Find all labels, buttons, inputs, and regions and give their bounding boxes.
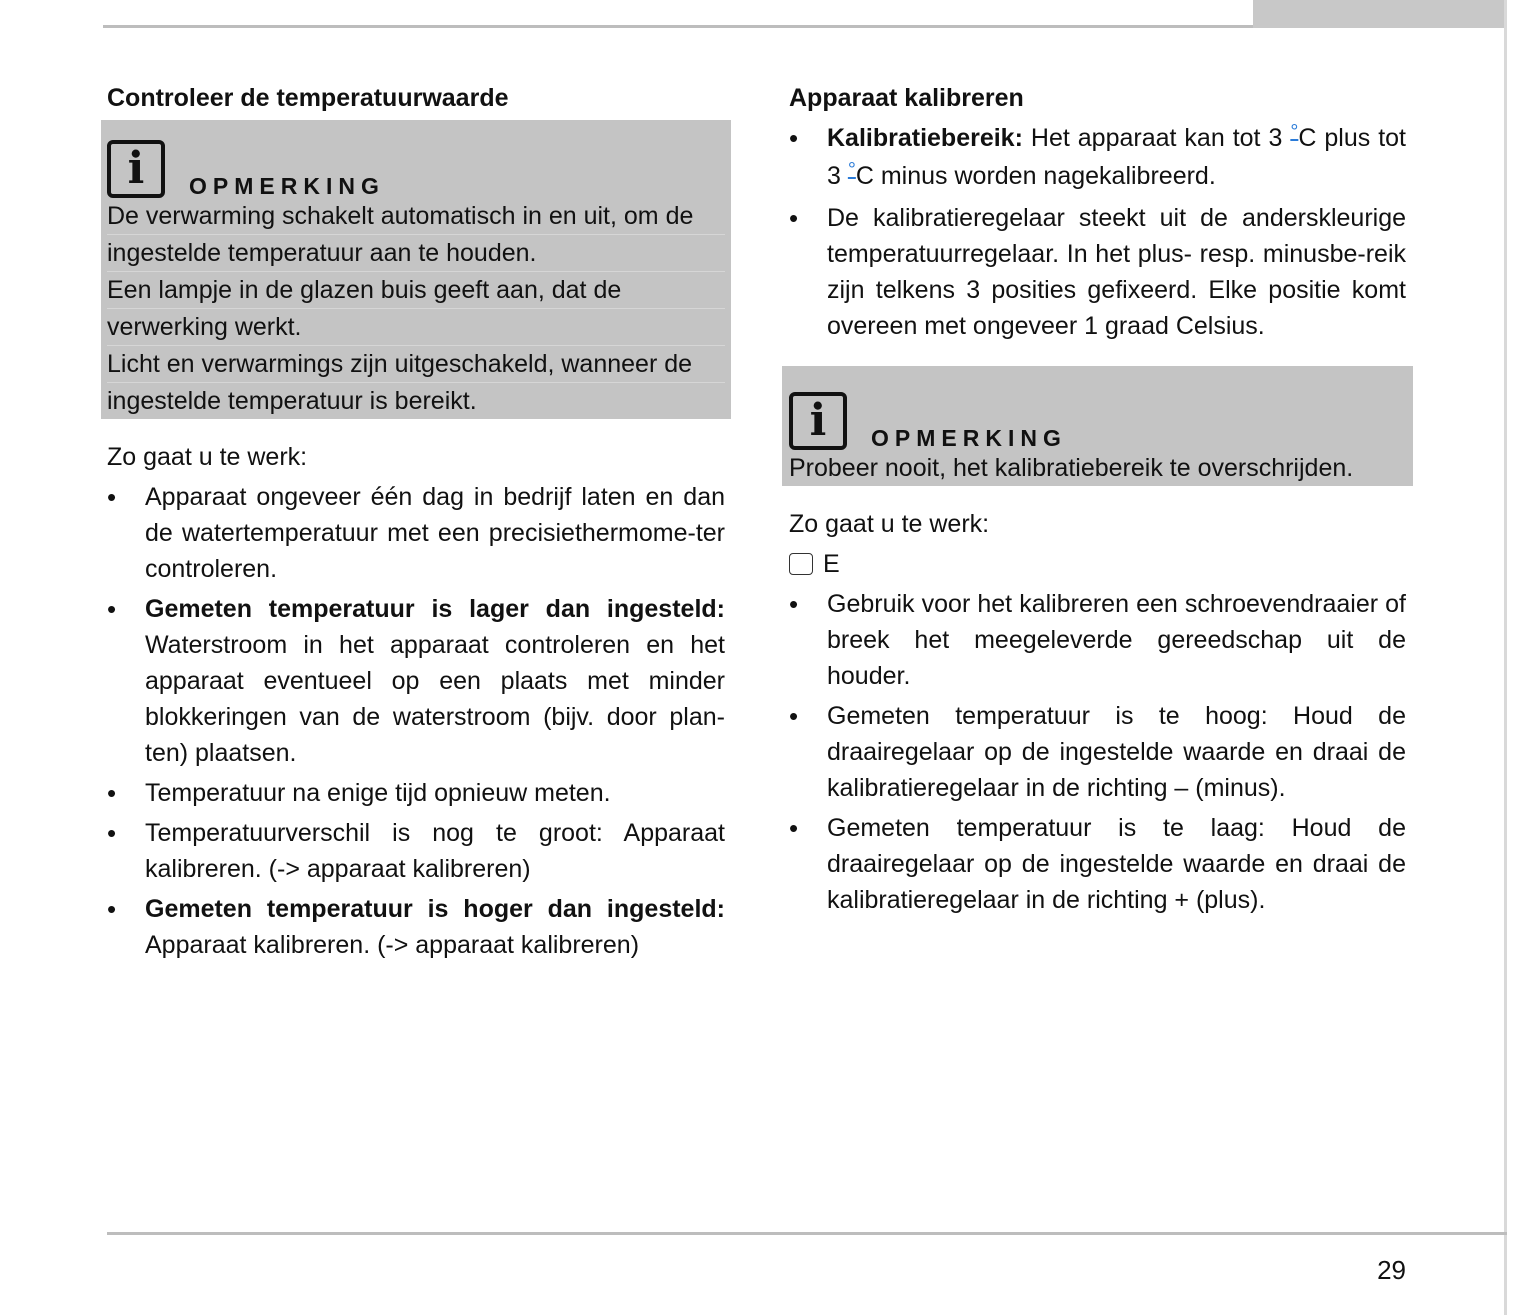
- info-icon: i: [789, 392, 847, 450]
- bullet-text: Temperatuurverschil is nog te groot: Apparaat kalibreren. (-> apparaat kalibreren): [145, 819, 725, 883]
- note-line: ingestelde temperatuur is bereikt.: [107, 387, 477, 415]
- section-heading-right: Apparaat kalibreren: [789, 84, 1024, 112]
- bullet-text: C plus tot 3: [827, 124, 1406, 190]
- page-number: 29: [1377, 1255, 1406, 1285]
- degree-link[interactable]: °: [1290, 121, 1299, 143]
- note-line: verwerking werkt.: [107, 309, 725, 346]
- list-item: [107, 891, 725, 963]
- note-header: [107, 126, 725, 198]
- list-item: [107, 479, 725, 587]
- note-line: ingestelde temperatuur aan te houden.: [107, 235, 725, 272]
- info-icon: i: [107, 140, 165, 198]
- degree-link[interactable]: °: [847, 159, 856, 181]
- header-tab: [1253, 0, 1504, 28]
- note-line: Licht en verwarmings zijn uitgeschakeld, wanneer de: [107, 346, 725, 383]
- list-item: [789, 698, 1406, 806]
- bullet-text: Gemeten temperatuur is te laag: Houd de draairegelaar op de ingestelde waarde en draai de kalibratieregelaar in de richting + (plus).: [827, 814, 1406, 914]
- bullet-text: Gebruik voor het kalibreren een schroevendraaier of breek het meegeleverde gereedschap uit de houder.: [827, 590, 1406, 690]
- bullet-text: De kalibratieregelaar steekt uit de anderskleurige temperatuurregelaar. In het plus- resp. minusbe-reik zijn telkens 3 posities gefixeerd. Elke positie komt overeen met ongeveer 1 graad Celsius.: [827, 204, 1406, 340]
- list-item: [789, 120, 1406, 196]
- list-item: [107, 775, 725, 811]
- bullet-list-calibration-range: [789, 120, 1406, 344]
- bullet-text: Waterstroom in het apparaat controleren en het apparaat eventueel op een plaats met minder blokkeringen van de waterstroom (bijv. door plan-ten) plaatsen.: [145, 631, 725, 767]
- checkbox-label: E: [823, 550, 840, 578]
- note-line: Probeer nooit, het kalibratiebereik te overschrijden.: [789, 454, 1354, 482]
- section-heading-left: Controleer de temperatuurwaarde: [107, 84, 509, 112]
- bullet-text: Apparaat kalibreren. (-> apparaat kalibreren): [145, 931, 640, 959]
- note-title: OPMERKING: [871, 425, 1067, 451]
- instructions-intro-right: Zo gaat u te werk:: [789, 510, 990, 538]
- list-item: [789, 586, 1406, 694]
- note-body: [789, 450, 1406, 486]
- note-line: De verwarming schakelt automatisch in en uit, om de: [107, 198, 725, 235]
- list-item: [789, 810, 1406, 918]
- bullet-text: C minus worden nagekalibreerd.: [855, 162, 1216, 190]
- note-box-left: [101, 120, 731, 419]
- checkbox-row: [789, 546, 1406, 582]
- page-edge: [1504, 0, 1507, 1315]
- header-rule: [103, 25, 1253, 28]
- note-header: [789, 378, 1406, 450]
- footer-rule: [107, 1232, 1507, 1235]
- right-column: [789, 80, 1406, 922]
- bullet-lead: Gemeten temperatuur is hoger dan ingesteld:: [145, 895, 725, 923]
- bullet-text: Het apparaat kan tot 3: [1022, 124, 1291, 152]
- bullet-text: Gemeten temperatuur is te hoog: Houd de draairegelaar op de ingestelde waarde en draai de kalibratieregelaar in de richting – (minus).: [827, 702, 1406, 802]
- note-title: OPMERKING: [189, 173, 385, 199]
- list-item: [107, 591, 725, 771]
- bullet-list-left: [107, 479, 725, 963]
- bullet-text: Temperatuur na enige tijd opnieuw meten.: [145, 779, 611, 807]
- note-body: [107, 198, 725, 419]
- note-box-right: [782, 366, 1413, 486]
- bullet-list-right: [789, 586, 1406, 918]
- instructions-intro-left: Zo gaat u te werk:: [107, 443, 308, 471]
- note-line: Een lampje in de glazen buis geeft aan, dat de: [107, 272, 725, 309]
- bullet-lead: Gemeten temperatuur is lager dan ingesteld:: [145, 595, 725, 623]
- bullet-lead: Kalibratiebereik:: [827, 124, 1023, 152]
- list-item: [107, 815, 725, 887]
- left-column: [107, 80, 725, 967]
- list-item: [789, 200, 1406, 344]
- checkbox[interactable]: [789, 553, 813, 575]
- bullet-text: Apparaat ongeveer één dag in bedrijf laten en dan de watertemperatuur met een precisiethermome-ter controleren.: [145, 483, 725, 583]
